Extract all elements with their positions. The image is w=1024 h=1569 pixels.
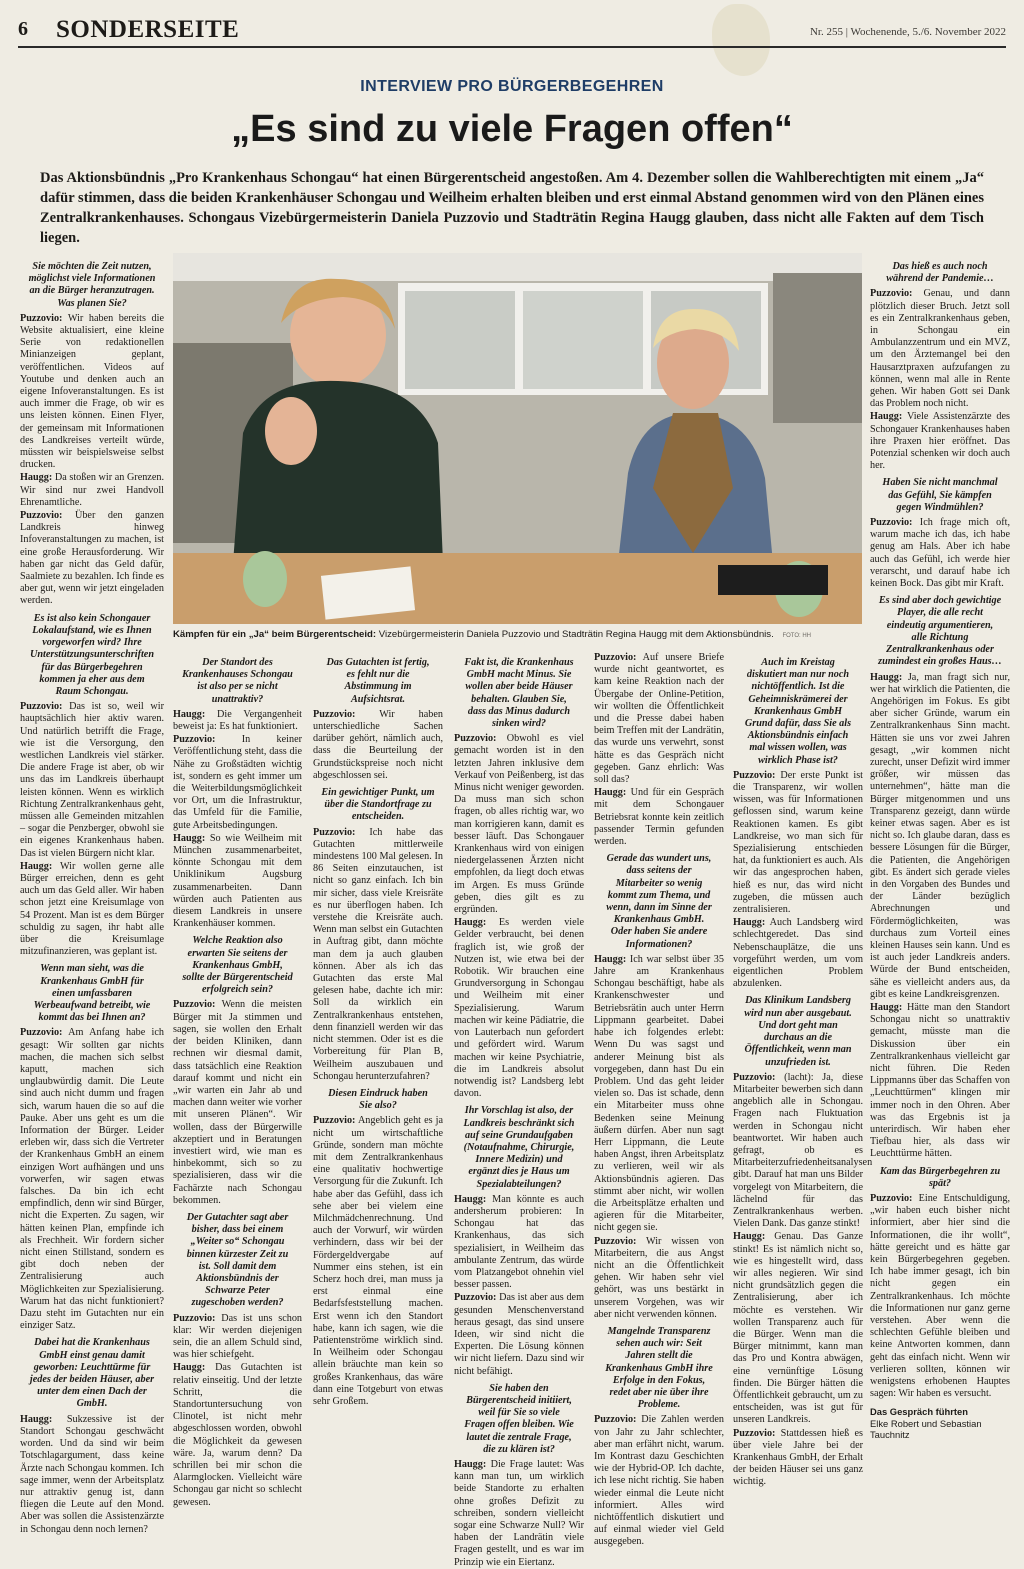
question: Es sind aber doch gewichtige Player, die alle recht eindeutig argumentieren, alle Richtung Zentralkrankenhaus oder zumindest ein großes Haus… [878, 595, 1002, 668]
question: Ein gewichtiger Punkt, um über die Standortfrage zu entscheiden. [321, 787, 435, 823]
answer: Haugg: Es werden viele Gelder verbraucht, bei denen fraglich ist, wie groß der Nutzen ist, wie etwa bei der Robotik. Wir brauchen eine Grundversorgung in Schongau und Weilheim mit einer Spezialisierung. Warum machen wir keine Pädiatrie, die von Lauterbach nun gefordert und gefördert wird. Warum machen wir keine Psychiatrie, die im Landkreis absolut notwendig ist? Landsberg lebt davon. [454, 917, 585, 1100]
text-column-7 [870, 256, 1010, 1486]
answer: Puzzovio: Stattdessen hieß es über viele Jahre bei der Krankenhaus GmbH, der Erhalt der beiden Häuser sei uns ganz wichtig. [733, 1427, 863, 1488]
answer: Puzzovio: Das ist uns schon klar: Wir werden diejenigen sein, die an allem Schuld sind, was hier schiefgeht. [173, 1312, 303, 1361]
answer: Haugg: Auch Landsberg wird schlechtgeredet. Das sind Nebenschauplätze, die uns vorgeführt werden, um vom eigentlichen Problem abzulenken. [733, 917, 864, 990]
question: Mangelnde Transparenz sehen auch wir: Seit Jahren stellt die Krankenhaus GmbH ihre Erfolge in den Fokus, redet aber nie über ihre Probleme. [605, 1325, 713, 1411]
answer: Puzzovio: Ich frage mich oft, warum mache ich das, ich habe genug am Hals. Aber ich habe auch das Gefühl, ich werde hier verarscht, und darauf habe ich keinen Bock. Das gibt mir Kraft. [870, 517, 1011, 590]
answer: Puzzovio: Auf unsere Briefe wurde nicht geantwortet, es kam keine Reaktion nach der Übergabe der Online-Petition, wir wollten die Öffentlichkeit und die Presse dabei haben beim Treffen mit der Landrätin, das wurde uns verwehrt, sonst hätte es das Gespräch nicht gegeben. Ganz ehrlich: Was soll das? [594, 652, 724, 786]
question: Das Gutachten ist fertig, es fehlt nur die Abstimmung im Aufsichtsrat. [326, 657, 430, 705]
question: Gerade das wundert uns, dass seitens der Mitarbeiter so wenig kommt zum Thema, und wenn, dann im Sinne der Krankenhaus GmbH. Oder haben Sie andere Informationen? [606, 853, 712, 950]
answer: Haugg: Das Gutachten ist relativ einseitig. Und der letzte Schritt, die Standortuntersuchung von Clinotel, ist nicht mehr abgeschlossen worden, obwohl die Möglichkeit da gewesen wäre. Ja, warum denn? Da schrillen bei mir schon die Alarmglocken. Vielleicht wäre Schongau gar nicht so schlecht gewesen. [173, 1362, 302, 1508]
answer: Puzzovio: Über den ganzen Landkreis hinweg Infoveranstaltungen zu machen, ist eine große Herausforderung. Wir haben gar nicht das Geld dafür, Saalmiete zu bezahlen. Ich finde es aber gut, wenn wir jetzt eingeladen werden. [20, 510, 164, 607]
answer: Puzzovio: Die Zahlen werden von Jahr zu Jahr schlechter, aber man erfährt nicht, warum. Im Kontrast dazu Geschichten wie der Hybrid-OP. Ich dachte, ich lese nicht richtig. Sie haben wieder einmal die Leute nicht informiert. Alles wird nichtöffentlich diskutiert und auf einmal wieder viel Geld ausgegeben. [594, 1414, 724, 1548]
issue-info: Nr. 255 | Wochenende, 5./6. November 2022 [809, 26, 1006, 38]
answer: Puzzovio: Das ist so, weil wir hauptsächlich hier aktiv waren. Und natürlich betrifft die Frage, wie ist die Versorgung, den westlichen Landkreis viel stärker. Die andere Frage ist aber, ob wir uns das im Landkreis überhaupt leisten können. Wenn es wirklich Richtung Zentralkrankenhaus geht, müssen alle Gemeinden mitzahlen – sogar die Penzberger, obwohl sie ein eigenes Krankenhaus haben. Das ist vielen Bürgern nicht klar. [20, 701, 164, 859]
answer: Puzzovio: Ich habe das Gutachten mittlerweile mindestens 100 Mal gelesen. In 86 Seiten einzutauchen, ist nicht so ganz einfach. Ich bin mir sicher, dass viele Kreisräte es nur überflogen haben. Ich verstehe die Kreisräte auch. Wenn man selbst ein Gutachten in Auftrag gibt, dann möchte man dem ja auch glauben können. Aber als ich das Gutachten das erste Mal gelesen habe, dachte ich mir: Soll da wirklich ein Zentralkrankenhaus entstehen, denn finanziell werden wir das nicht stemmen. Oder ist es die Vorbereitung für Plan B, Weilheim auszubauen und Schongau herunterzufahren? [313, 826, 444, 1082]
answer: Puzzovio: Wenn die meisten Bürger mit Ja stimmen und sagen, sie wollen den Erhalt der beiden Kliniken, dann rechnen wir diesmal damit, dass tatsächlich eine Reaktion darauf kommt und nicht ein „wir warten ein Jahr ab und machen dann weiter wie vorher mit unseren Plänen“. Wir wollen, dass der Bürgerwille akzeptiert und in Beratungen investiert wird, wie man es hinbekommt, sich so zu spezialisieren, dass wir die Fachärzte nach Schongau bekommen. [173, 999, 302, 1206]
answer: Puzzovio: Das ist aber aus dem gesunden Menschenverstand heraus gesagt, das sind unsere Ideen, wir sind nicht die Experten. Die Lösung können wir nicht liefern. Dazu sind wir nicht befähigt. [454, 1292, 584, 1377]
answer: Puzzovio: Angeblich geht es ja nicht um wirtschaftliche Gründe, sondern man möchte mit dem Zentralkrankenhaus eine qualitativ hochwertige Versorgung für die Zukunft. Ich habe aber das Gefühl, dass ich sehe aber bei vielem eine Milchmädchenrechnung. Und auch der Vorwurf, wir würden verhindern, dass wir bei der Fördergeldvergabe auf Nummer eins stehen, ist ein Scherz hoch drei, man muss ja erst einmal eine Bedarfsfeststellung machen. Erst wenn ich den Standort habe, kann ich sagen, wie die Patientenströme wirklich sind. In Weilheim oder Schongau allein bräuchte man kein so großes Krankenhaus, das wäre dann eine Totgeburt von etwas sehr Großem. [313, 1115, 443, 1407]
article-kicker: INTERVIEW PRO BÜRGERBEGEHREN [360, 78, 664, 95]
question: Es ist also kein Schongauer Lokalaufstand, wie es Ihnen vorgeworfen wird? Ihre Unterstützungsunterschriften für das Bürgerbegehren kommen ja eher aus dem Raum Schongau. [30, 612, 154, 697]
answer: Haugg: Ich war selbst über 35 Jahre am Krankenhaus Schongau beschäftigt, habe als Krankenschwester und Betriebsrätin auch unter Herrn Lippmann gearbeitet. Dabei habe ich folgendes erlebt: Wenn Du was sagst und anderer Meinung bist als vorgegeben, dann hast Du ein Problem. Und das geht leider vielen so. Das ist schade, denn ein Mitarbeiter muss ohne Bedenken seine Meinung äußern dürfen. Aber nun sagt Herr Lippmann, die Leute haben Angst, ihren Arbeitsplatz zu verlieren, weil wir als Aktionsbündnis agieren. Das stimmt aber nicht, wir wollen die Arbeitsplätze erhalten und agieren für die Mitarbeiter, nicht gegen sie. [594, 953, 724, 1234]
answer: Haugg: Und für ein Gespräch mit dem Schongauer Betriebsrat konnte kein zeitlich passender Termin gefunden werden. [594, 787, 725, 848]
answer: Puzzovio: Obwohl es viel gemacht worden ist in den letzten Jahren inklusive dem Verkauf von Peißenberg, ist das Minus nicht weniger geworden. Da muss man sich schon fragen, ob alles richtig war, wo man korrigieren kann, damit es besser läuft. Das Schongauer Krankenhaus wird von einigen niedergelassenen Ärzten nicht empfohlen, da liegt doch etwas im Argen. Es muss Gründe geben, dies gilt es zu ergründen. [454, 733, 584, 916]
page-number: 6 [18, 18, 28, 40]
credits-title: Das Gespräch führten [870, 1406, 968, 1418]
answer: Haugg: Viele Assistenzärzte des Schongauer Krankenhauses haben ihre Praxen hier eröffnet. Das Potenzial schenken wir doch auch her. [870, 411, 1010, 472]
answer: Puzzovio: In keiner Veröffentlichung steht, dass die Nähe zu Großstädten wichtig ist, sondern es geht immer um die Weiterbildungsmöglichkeit vor Ort, um die Infrastruktur, das Umfeld für die Familie, gute Arbeitsbedingungen. [173, 734, 302, 831]
caption-text: Vizebürgermeisterin Daniela Puzzovio und Stadträtin Regina Haugg mit dem Aktionsbündnis. [378, 629, 774, 640]
answer: Puzzovio: Wir haben unterschiedliche Sachen darüber gehört, nämlich auch, dass die Beurteilung der Grundstückspreise noch nicht abgeschlossen sei. [313, 708, 443, 781]
caption-label: Kämpfen für ein „Ja“ beim Bürgerentscheid: [173, 629, 377, 640]
section-title: SONDERSEITE [56, 16, 240, 43]
text-column-2 [173, 652, 303, 1508]
answer: Puzzovio: Der erste Punkt ist die Transparenz, wir wollen wissen, was für Informationen geflossen sind, warum keine Reaktionen kamen. Es gibt Landkreise, wo man sich für Spezialisierung entschieden hat, da funktioniert es auch. Als wir das angesprochen haben, hieß es nur, das wird nicht zugeben, die müssen auch zentralisieren. [733, 769, 864, 916]
text-column-5 [594, 652, 725, 1548]
question: Wenn man sieht, was die Krankenhaus GmbH für einen umfassbaren Werbeaufwand betreibt, wie kommt das bei Ihnen an? [33, 963, 151, 1024]
answer: Haugg: Sukzessive ist der Standort Schongau geschwächt worden. Und da sind wir beim Totschlagargument, dass keine Ärzte nach Schongau kommen. Ich sage immer, wenn der Arbeitsplatz nur attraktiv genug ist, dann fliegen die Leute auf den Mond. Aber was sollen die Assistenzärzte in Schongau denn noch lernen? [20, 1413, 164, 1535]
answer: Haugg: Hätte man den Standort Schongau nicht so unattraktiv gemacht, müsste man die Diskussion über ein Zentralkrankenhaus vielleicht gar nicht führen. Die Reden Lippmanns über das Schaffen von „Leuchttürmen“ klingen mir immer noch in den Ohren. Aber was das Ergebnis ist ja unterirdisch. Wir haben eher Tiefbau hier, als dass wir Leuchttürme hätten. [870, 1001, 1011, 1160]
answer: Puzzovio: Wir wissen von Mitarbeitern, die aus Angst nicht an die Öffentlichkeit gehen. Wir haben sehr viel gehört, was uns bestärkt in unserem Vorgehen, was wir aber nicht verwenden können. [594, 1235, 724, 1320]
question: Sie haben den Bürgerentscheid initiiert, weil für Sie so viele Fragen offen bleiben. Wie lautet die zentrale Frage, die zu klären ist? [464, 1382, 574, 1455]
photo-credit: FOTO: HH [782, 633, 812, 639]
answer: Puzzovio: Eine Entschuldigung, „wir haben euch bisher nicht informiert, aber hier sind die Informationen, die ihr wollt“, hätte gereicht und es hätte gar kein Bürgerbegehren gegeben. Ich habe immer gesagt, ich bin nicht gegen ein Zentralkrankenhaus. Ich möchte die Informationen nur ganz gerne verstehen. Aber wenn die schlechten Gefühle bleiben und keine Antworten kommen, dann geht das einfach nicht. Wenn wir verlieren sollten, können wir wenigstens erhobenen Hauptes sagen: Wir haben es versucht. [870, 1193, 1011, 1400]
question: Dabei hat die Krankenhaus GmbH einst genau damit geworben: Leuchttürme für jedes der beiden Häuser, aber unter dem einen Dach der GmbH. [29, 1337, 155, 1410]
interview-photo-drawing [173, 253, 862, 624]
answer: Puzzovio: (lacht): Ja, diese Mitarbeiter bewerben sich dann angeblich alle in Schongau. Fragen nach Fluktuation werden in Schongau nicht beantwortet. Wir haben auch gefragt, ob es Mitarbeiterzufriedenheitsanalysen gibt. Darauf hat man uns Bilder vorgelegt von Mitarbeitern, die lächelnd für das Zentralkrankenhaus werben. Vielen Dank. Das ganze stinkt! [733, 1071, 873, 1230]
text-column-6 [733, 652, 873, 1488]
question: Kam das Bürgerbegehren zu spät? [879, 1165, 1001, 1189]
answer: Puzzovio: Wir haben bereits die Website aktualisiert, eine kleine Serie von redaktionellen Minianzeigen geplant, veröffentlichen. Videos auf Youtube und denken auch an eigene Infoveranstaltungen. Es ist auch immer die Frage, ob wir es uns leisten können. Einen Flyer, der gemeinsam mit Informationen des Landkreises verteilt würde, müssten wir beispielsweise selbst drucken. [20, 312, 164, 471]
answer: Haugg: Da stoßen wir an Grenzen. Wir sind nur zwei Handvoll Ehrenamtliche. [20, 472, 164, 508]
question: Fakt ist, die Krankenhaus GmbH macht Minus. Sie wollen aber beide Häuser behalten. Glauben Sie, dass das Minus dadurch sinken wird? [464, 657, 574, 730]
answer: Haugg: Genau. Das Ganze stinkt! Es ist nämlich nicht so, wie es hingestellt wird, dass wir alles negieren. Wir sind nicht grundsätzlich gegen die Zentralisierung, aber ich möchte es verstehen. Wir wollen Transparenz auch für die Bürger. Wenn man die Bürger mitnimmt, kann man das Pro und Kontra abwägen, eine vernünftige Lösung finden. Die Bürger hätten die Öffentlichkeit gebraucht, um zu entscheiden, was ist gut für unseren Landkreis. [733, 1231, 864, 1426]
text-column-1 [20, 256, 164, 1535]
question: Ihr Vorschlag ist also, der Landkreis beschränkt sich auf seine Grundaufgaben (Notaufnahme, Chirurgie, Innere Medizin) und ergänzt dies je Haus um Spezialabteilungen? [463, 1105, 575, 1190]
credits-names: Elke Robert und Sebastian Tauchnitz [870, 1417, 982, 1441]
answer: Haugg: Wir wollen gerne alle Bürger erreichen, denn es geht auch um das Geld aller. Wir haben schon jetzt eine Kreisumlage von 54 Prozent. Man ist es dem Bürger schuldig zu sagen, ihr habt alle über die Kreisumlage mitzufinanzieren, was geplant ist. [20, 860, 164, 958]
photo-caption [173, 629, 862, 642]
answer: Haugg: Die Vergangenheit beweist ja: Es hat funktioniert. [173, 708, 302, 733]
question: Das hieß es auch noch während der Pandemie… [886, 261, 994, 285]
answer: Haugg: Man könnte es auch andersherum probieren: In Schongau hat das Krankenhaus, das sich spezialisiert, in Weilheim das ambulante Zentrum, das würde vom Platzangebot ohnehin viel besser passen. [454, 1193, 584, 1291]
question: Welche Reaktion also erwarten Sie seitens der Krankenhaus GmbH, sollte der Bürgerentscheid erfolgreich sein? [182, 935, 293, 996]
interview-photo [173, 253, 862, 624]
text-column-4 [454, 652, 585, 1568]
answer: Haugg: Ja, man fragt sich nur, wer hat wirklich die Patienten, die Angehörigen im Fokus. Es gibt aber sicher Gründe, warum ein Zentralkrankenhaus Sinn macht. Hätten sie uns vor zwei Jahren gesagt, „wir kommen nicht zurecht, unser Defizit wird immer größer, wir müssen das unternehmen“, hätte man die Bürger mitgenommen und uns Transparenz gezeigt, dann würde keiner etwas sagen. Aber es ist nicht so. Ich glaube daran, dass es bessere Lösungen für die Bürger, die Patienten, die Angehörigen gibt. Es ändert sich gerade vieles in den Vorgaben des Bundes und der Länder bezüglich Abrechnungen und Fördermöglichkeiten, was durchaus zum Vorteil eines kleinen Hauses sein kann. Und es ist auch jeder Landkreis anders. Würde der Bund entscheiden, sähe es vielleicht anders aus, da gibt es keine Landkreisgrenzen. [870, 671, 1010, 1000]
page-header [18, 14, 1006, 48]
text-column-3 [313, 652, 443, 1482]
interview-credits [870, 1406, 1010, 1441]
answer: Puzzovio: Genau, und dann plötzlich dieser Bruch. Jetzt soll es ein Zentralkrankenhaus geben, in Schongau ein Ambulanzzentrum und ein MVZ, um den Ärztemangel bei den Hausarztpraxen aufzufangen zu können, wenn mal alle in Rente gehen. Wir haben Gott sei Dank das Problem noch nicht. [870, 288, 1010, 410]
question: Sie möchten die Zeit nutzen, möglichst viele Informationen an die Bürger heranzutragen. Was planen Sie? [28, 261, 156, 309]
question: Der Standort des Krankenhauses Schongau ist also per se nicht unattraktiv? [182, 657, 293, 705]
answer: Haugg: So wie Weilheim mit München zusammenarbeitet, könnte Schongau mit dem Uniklinikum Augsburg zusammenarbeiten. Dann würden auch Patienten aus diesem Landkreis in unsere Krankenhäuser kommen. [173, 832, 302, 930]
question: Das Klinikum Landsberg wird nun aber ausgebaut. Und dort geht man durchaus an die Öffentlichkeit, wenn man unzufrieden ist. [744, 995, 852, 1068]
question: Diesen Eindruck haben Sie also? [328, 1087, 428, 1112]
question: Auch im Kreistag diskutiert man nur noch nichtöffentlich. Ist die Geheimniskrämerei der Krankenhaus GmbH Grund dafür, dass Sie als Aktionsbündnis einfach mal wissen wollen, was wirklich Phase ist? [744, 657, 852, 766]
question: Haben Sie nicht manchmal das Gefühl, Sie kämpfen gegen Windmühlen? [882, 477, 998, 513]
answer: Haugg: Die Frage lautet: Was kann man tun, um wirklich beide Standorte zu erhalten ohne großes Defizit zu schreiben, sondern vielleicht sogar eine Schwarze Null? Wir haben der Landrätin viele Fragen gestellt, und es war im Prinzip wie ein Eiertanz. [454, 1459, 585, 1568]
question: Der Gutachter sagt aber bisher, dass bei einem „Weiter so“ Schongau binnen kürzester Zeit zu ist. Soll damit dem Aktionsbündnis der Schwarze Peter zugeschoben werden? [186, 1211, 289, 1309]
answer: Puzzovio: Am Anfang habe ich gesagt: Wir sollten gar nichts machen, die machen sich selbst kaputt, machen sich unglaubwürdig damit. Die Leute sind auch nicht dumm und fragen sich, warum hauen die so auf die Pauke. Aber uns geht es um die Information der Bürger. Leider erleben wir, dass sich die Vertreter der Krankenhaus GmbH an einem einzigen Wort aufhängen und uns vorwerfen, wir sagen etwas falsches. Da bin ich echt empfindlich, denn wir sind Bürger, nicht die Experten. Zu sagen, wir hätten keinen Plan, empfinde ich als Frechheit. Wir fordern sicher nicht einen Stillstand, sondern es gibt doch neben der Zentralisierung auch Möglichkeiten zur Spezialisierung. Warum hat das nicht funktioniert? Dazu steht im Gutachten nur ein einziger Satz. [20, 1027, 164, 1332]
article-lead: Das Aktionsbündnis „Pro Krankenhaus Schongau“ hat einen Bürgerentscheid angestoßen. Am 4. Dezember sollen die Wahlberechtigten mit einem „Ja“ dafür stimmen, dass die beiden Krankenhäuser Schongau und Weilheim erhalten bleiben und erst einmal Abstand genommen wird von den Plänen eines Zentralkrankenhauses. Schongaus Vizebürgermeisterin Daniela Puzzovio und Stadträtin Regina Haugg glauben, dass nicht alle Fakten auf dem Tisch liegen. [40, 170, 984, 246]
article-headline: „Es sind zu viele Fragen offen“ [231, 108, 793, 150]
